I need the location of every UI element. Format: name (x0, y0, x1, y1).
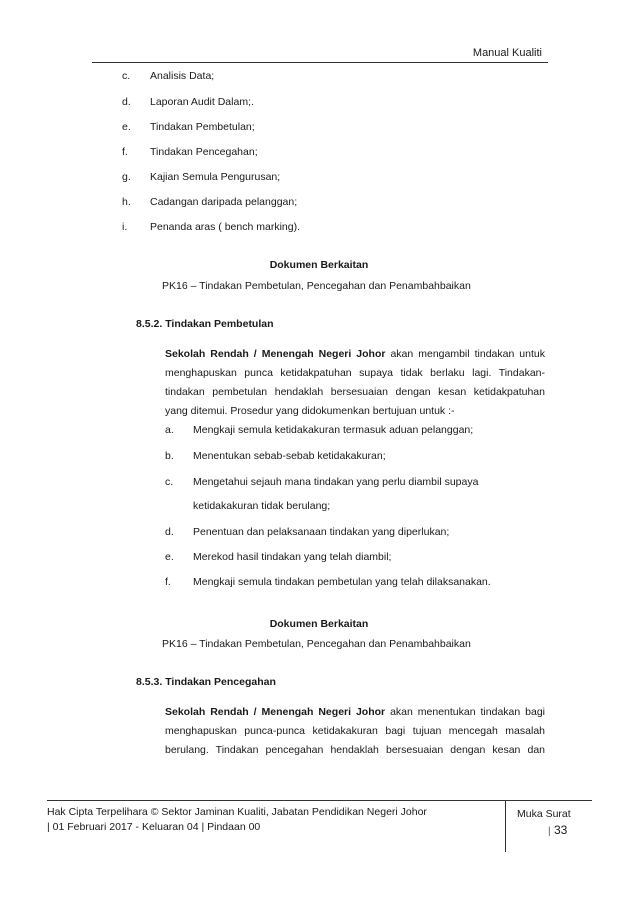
paragraph-line: tindakan pembetulan hendaklah bersesuaian dengan kesan ketidakpatuhan (165, 386, 545, 398)
footer-copyright: Hak Cipta Terpelihara © Sektor Jaminan Kualiti, Jabatan Pendidikan Negeri Johor (47, 806, 427, 818)
paragraph-lead: Sekolah Rendah / Menengah Negeri Johor (165, 706, 386, 718)
paragraph-line: menghapuskan punca-punca ketidakakuran bagi tujuan mencegah masalah (165, 725, 545, 737)
list-text: Tindakan Pencegahan; (150, 146, 258, 158)
header-rule (92, 62, 548, 63)
list-text: Penanda aras ( bench marking). (150, 221, 300, 233)
section-heading: 8.5.3. Tindakan Pencegahan (136, 676, 276, 688)
paragraph-line: yang ditemui. Prosedur yang didokumenkan bertujuan untuk :- (165, 405, 455, 417)
related-docs-heading: Dokumen Berkaitan (269, 618, 369, 630)
list-marker: e. (122, 121, 131, 133)
paragraph-rest: akan mengambil tindakan untuk (385, 348, 545, 360)
footer-page-number: 33 (553, 823, 568, 837)
list-text: Merekod hasil tindakan yang telah diambil; (193, 551, 392, 563)
list-text: Laporan Audit Dalam;. (150, 96, 254, 108)
list-text: Mengetahui sejauh mana tindakan yang perlu diambil supaya (193, 476, 479, 488)
list-text: Menentukan sebab-sebab ketidakakuran; (193, 450, 386, 462)
paragraph-lead: Sekolah Rendah / Menengah Negeri Johor (165, 348, 386, 360)
footer-page-label: Muka Surat (517, 808, 571, 820)
paragraph-line (165, 345, 545, 364)
section-paragraph (165, 345, 545, 421)
list-text: Mengkaji semula ketidakakuran termasuk aduan pelanggan; (193, 424, 474, 436)
footer-divider (505, 800, 506, 852)
list-text: Analisis Data; (150, 70, 215, 82)
list-marker: f. (122, 146, 128, 158)
paragraph-line: menghapuskan punca ketidakpatuhan supaya tidak berlaku lagi. Tindakan- (165, 367, 545, 379)
list-text: Tindakan Pembetulan; (150, 121, 255, 133)
section-paragraph (165, 703, 545, 760)
related-docs-text: PK16 – Tindakan Pembetulan, Pencegahan dan Penambahbaikan (162, 638, 471, 650)
footer-rule (47, 800, 592, 801)
section-heading: 8.5.2. Tindakan Pembetulan (136, 318, 274, 330)
related-docs-heading: Dokumen Berkaitan (269, 259, 369, 271)
list-marker: d. (122, 96, 131, 108)
list-text: ketidakakuran tidak berulang; (193, 500, 331, 512)
list-marker: b. (165, 450, 174, 462)
paragraph-rest: akan menentukan tindakan bagi (385, 706, 545, 718)
list-marker: g. (122, 171, 131, 183)
list-marker: d. (165, 526, 174, 538)
paragraph-line: berulang. Tindakan pencegahan hendaklah bersesuaian dengan kesan dan (165, 744, 545, 756)
footer-issue-info: | 01 Februari 2017 - Keluaran 04 | Pindaan 00 (47, 821, 261, 833)
list-text: Penentuan dan pelaksanaan tindakan yang diperlukan; (193, 526, 450, 538)
header-title: Manual Kualiti (472, 47, 542, 59)
list-marker: a. (165, 424, 174, 436)
page-number-bar: | (548, 826, 551, 837)
list-text: Kajian Semula Pengurusan; (150, 171, 281, 183)
list-marker: f. (165, 576, 171, 588)
list-text: Cadangan daripada pelanggan; (150, 196, 298, 208)
paragraph-line (165, 703, 545, 722)
list-text: Mengkaji semula tindakan pembetulan yang telah dilaksanakan. (193, 576, 491, 588)
list-marker: c. (122, 70, 131, 82)
list-marker: c. (165, 476, 174, 488)
footer-page-number-wrap (548, 823, 567, 837)
list-marker: e. (165, 551, 174, 563)
list-marker: i. (122, 221, 128, 233)
list-marker: h. (122, 196, 131, 208)
related-docs-text: PK16 – Tindakan Pembetulan, Pencegahan dan Penambahbaikan (162, 280, 471, 292)
